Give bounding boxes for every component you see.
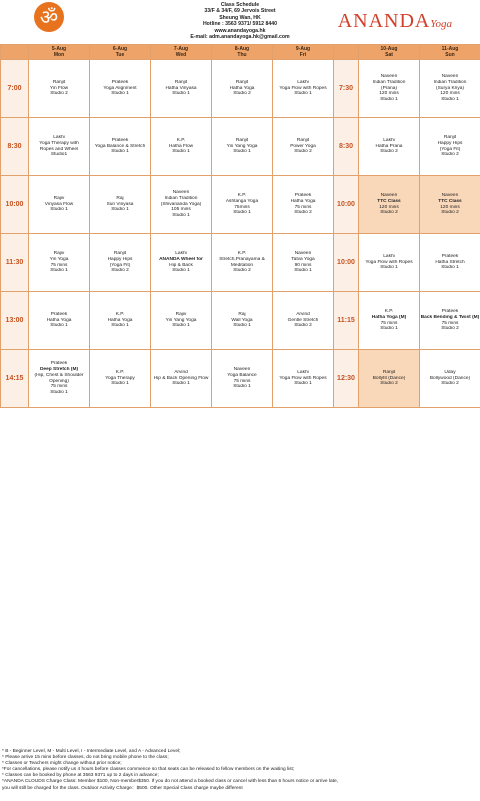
cell-text: Happy Hips [107,256,133,262]
cell-text: Hatha Yoga [229,85,255,91]
cell-text: Back Bending & Twist (M) [420,314,480,320]
cell-text: Ranjit [443,134,457,140]
cell-text: Yoga Therapy with [39,140,79,146]
cell-text: Studio 1 [172,381,190,387]
class-cell[interactable] [273,350,334,408]
class-cell[interactable] [151,60,212,118]
cell-text: (Yoga Fit) [109,262,131,268]
cell-text: Studio 1 [111,207,129,213]
cell-text: 105 mins [171,207,191,213]
time-slot-weekend: 8:30 [334,118,359,176]
cell-text: Studio 2 [233,268,251,274]
cell-text: Prateek [50,311,68,317]
cell-text: Hatha Stretch [435,259,465,265]
class-cell[interactable] [212,350,273,408]
cell-text: Studio 1 [50,323,68,329]
class-cell[interactable] [212,118,273,176]
schedule-row [1,234,480,292]
cell-text: Uday [444,369,456,375]
class-cell-weekend[interactable] [420,292,480,350]
cell-text: Studio 2 [294,210,312,216]
cell-text: 75 mins [380,320,398,326]
email-link[interactable]: E-mail: adm.anandayoga.hk@gmail.com [190,34,290,41]
cell-text: Studio 2 [50,91,68,97]
class-cell-weekend[interactable] [359,118,420,176]
cell-text: Studio 1 [50,390,68,396]
cell-text: Yoga Flow with Ropes [365,259,413,265]
cell-text: K.P. [237,250,247,256]
cell-text: Lakhi [383,253,395,259]
cell-text: 75mins [234,204,250,210]
class-cell-weekend[interactable] [420,60,480,118]
cell-text: Prateek [50,361,68,367]
class-cell[interactable] [273,60,334,118]
cell-text: Ranjit [235,79,249,85]
cell-text: 90 mins [294,262,312,268]
cell-text: Yin Yang Yoga [165,317,197,323]
cell-text: TTC Class [377,198,401,204]
cell-text: (Prana) [381,85,397,91]
class-cell[interactable] [90,234,151,292]
cell-text: Naveen [441,192,459,198]
day-header [151,45,212,60]
class-cell[interactable] [29,60,90,118]
note-cancel: *For cancellations, please notify us 4 hours before classes commence so that seats can be released to fellow members on the waiting list; [2,767,295,773]
cell-text: 75 mins [441,320,459,326]
cell-text: Gentle Stretch [287,317,319,323]
time-slot: 14:15 [1,350,29,408]
cell-text: Hatha Prana [375,143,403,149]
day-header [273,45,334,60]
time-slot: 8:30 [1,118,29,176]
cell-text: Studio 2 [441,381,459,387]
cell-text: Indian Tradition [372,79,406,85]
class-cell[interactable] [29,176,90,234]
class-cell-weekend[interactable] [420,234,480,292]
cell-text: Lakhi [297,369,309,375]
cell-text: Wall Yoga [231,317,253,323]
cell-text: Bollyfit (Dance) [372,375,406,381]
cell-text: Vinyasa Flow [44,201,74,207]
cell-text: 75 mins [50,384,68,390]
cell-text: Studio 2 [441,326,459,332]
time-slot: 13:00 [1,292,29,350]
class-cell[interactable] [29,234,90,292]
cell-text: Rajiv [175,311,187,317]
cell-text: 75 mins [233,378,251,384]
class-cell[interactable] [151,292,212,350]
cell-text: Naveen [172,190,190,195]
cell-text: K.P. [384,308,394,314]
cell-text: Prateek [111,79,129,85]
hotline: Hotline : 3563 9371/ 5912 8440 [202,21,278,28]
note-arrive: * Please arrive 15 mins before classes, do not bring mobile phone to the class; [2,755,169,761]
cell-text: Yin Flow [49,85,69,91]
cell-text: Yoga Therapy [105,375,135,381]
class-cell[interactable] [29,350,90,408]
class-cell-weekend[interactable] [359,60,420,118]
cell-text: Arvind [174,369,188,375]
cell-text: Studio 1 [172,213,190,219]
cell-text: TTC Class [438,198,462,204]
class-cell[interactable] [151,176,212,234]
notes-section [2,749,478,792]
cell-text: Hip & Back Opening Flow [153,375,209,381]
cell-text: Hatha Yoga [290,198,316,204]
cell-text: Hatha Yoga (M) [371,314,407,320]
cell-text: Yoga Balance [227,372,257,378]
cell-text: 75 mins [294,204,312,210]
cell-text: Arvind [296,311,310,317]
cell-text: Hatha Yoga [107,317,133,323]
cell-text: Studio 2 [380,149,398,155]
cell-text: K.P. [237,192,247,198]
day-name: Fri [299,52,307,58]
cell-text: Lakhi [53,134,65,140]
cell-text: Studio 2 [111,268,129,274]
address: 33/F & 34/F, 69 Jervois Street [204,8,276,15]
brand-sub: Yoga [430,18,452,30]
cell-text: Deep Stretch (M) [39,366,79,372]
cell-text: Ranjit [52,79,66,85]
cell-text: Prateek [111,137,129,143]
cell-text: Studio 1 [172,91,190,97]
cell-text: Studio 1 [294,268,312,274]
cell-text: Prateek [441,308,459,314]
cell-text: Hip & Back [169,262,193,268]
cell-text: Prateek [441,253,459,259]
cell-text: Lakhi [383,137,395,143]
cell-text: Studio 2 [441,210,459,216]
class-cell[interactable] [273,234,334,292]
brand-logo [338,10,452,33]
note-change: * Classes or Teachers might change without prior notice; [2,761,122,767]
cell-text: Hatha Yoga [46,317,72,323]
schedule-row [1,118,480,176]
cell-text: ANANDA Wheel for [159,256,203,262]
cell-text: Yoga Balance & Stretch [94,143,146,149]
note-levels: * B - Beginner Level, M - Multi Level, I - Intermediate Level, and A - Advanced Level; [2,749,181,754]
class-cell[interactable] [212,176,273,234]
day-date: 6-Aug [112,46,128,52]
schedule-row [1,292,480,350]
cell-text: Naveen [294,250,312,256]
cell-text: Hatha Vinyasa [165,85,197,91]
corner-cell [1,45,29,60]
cell-text: Indian Tradition [433,79,467,85]
class-cell-weekend[interactable] [420,118,480,176]
cell-text: Yin Yoga [49,256,69,262]
cell-text: (Hip, Chest & Shoulder [34,372,84,378]
cell-text: Studio 2 [441,152,459,158]
day-name: Wed [175,52,187,58]
cell-text: Ranjit [174,79,188,85]
class-cell[interactable] [273,118,334,176]
class-cell-weekend[interactable] [359,234,420,292]
cell-text: Studio 1 [172,149,190,155]
class-cell[interactable] [90,350,151,408]
class-cell[interactable] [273,292,334,350]
cell-text: Studio 2 [233,91,251,97]
cell-text: Indian Tradition [164,195,198,201]
cell-text: Meditation [230,262,254,268]
cell-text: Rajiv [53,195,65,201]
time-slot: 10:00 [1,176,29,234]
day-header-row [1,45,480,60]
cell-text: Naveen [380,192,398,198]
time-slot-weekend: 12:30 [334,350,359,408]
cell-text: Studio 1 [380,326,398,332]
cell-text: Yoga Flow with Ropes [279,85,327,91]
cell-text: Studio 2 [380,210,398,216]
cell-text: Studio 1 [294,381,312,387]
cell-text: Tatva Yoga [291,256,315,262]
cell-text: Studio 1 [441,265,459,271]
day-header [359,45,420,60]
cell-text: Studio 1 [380,97,398,103]
cell-text: Studio 1 [380,265,398,271]
cell-text: Studio 1 [233,210,251,216]
class-cell-weekend[interactable] [359,292,420,350]
cell-text: Power Yoga [290,143,316,149]
cell-text: Hatha Flow [168,143,194,149]
day-date: 9-Aug [295,46,311,52]
cell-text: Studio 1 [233,384,251,390]
day-date: 11-Aug [441,46,459,52]
time-slot-weekend: 10:00 [334,234,359,292]
time-slot-weekend: 11:15 [334,292,359,350]
cell-text: Yoga Alignment [103,85,137,91]
cell-text: Stretch,Pranayama & [219,256,265,262]
cell-text: 120 mins [440,204,460,210]
cell-text: (Surya Kriya) [436,85,464,91]
day-date: 10-Aug [380,46,398,52]
corner-cell-right [334,45,359,60]
cell-text: Studio 1 [233,323,251,329]
schedule-header [0,0,480,44]
cell-text: Yoga Flow with Ropes [279,375,327,381]
cell-text: Ranjit [235,137,249,143]
cell-text: Studio 1 [172,268,190,274]
day-date: 5-Aug [51,46,67,52]
schedule-row [1,176,480,234]
cell-text: Naveen [441,74,459,79]
day-date: 8-Aug [234,46,250,52]
cell-text: (Yoga Fit) [439,146,461,152]
day-header [90,45,151,60]
class-cell[interactable] [90,176,151,234]
cell-text: Naveen [380,74,398,79]
cell-text: Sun Vinyasa [106,201,134,207]
brand-main: ANANDA [337,10,431,32]
class-cell-weekend[interactable] [359,176,420,234]
cell-text: Prateek [294,192,312,198]
cell-text: Ranjit [113,250,127,256]
cell-text: Studio 1 [50,207,68,213]
cell-text: Ranjit [382,369,396,375]
note-charge-2: you will still be charged for the class. Outdoor Activity Charge：$500. Other Special Class charge maybe different [2,785,243,791]
class-cell[interactable] [90,292,151,350]
class-cell[interactable] [29,292,90,350]
time-slot-weekend: 7:30 [334,60,359,118]
cell-text: Studio 1 [50,268,68,274]
note-charge: *ANANDA CLOUDS Charge Class: Member $100, Non-member$350. If you do not attend a booked class or cancel with less than 6 hours notice or arrive late, [2,779,338,785]
cell-text: Naveen [233,366,251,372]
cell-text: Happy Hips [437,140,463,146]
schedule-title: Class Schedule [220,2,260,8]
cell-text: Raj [238,311,246,317]
cell-text: Studio 2 [380,381,398,387]
cell-text: Bollywood (Dance) [429,375,471,381]
cell-text: Studio 1 [233,149,251,155]
class-cell[interactable] [90,60,151,118]
class-cell[interactable] [151,118,212,176]
day-header [420,45,480,60]
class-cell[interactable] [90,118,151,176]
cell-text: Studio1 [50,152,68,158]
om-logo-icon: ॐ [34,2,64,32]
class-cell-weekend[interactable] [420,176,480,234]
time-slot-weekend: 10:00 [334,176,359,234]
cell-text: Ashtanga Yoga [225,198,259,204]
cell-text: Lakhi [175,250,187,256]
day-name: Sun [445,52,455,58]
cell-text: K.P. [115,369,125,375]
cell-text: 75 mins [50,262,68,268]
day-name: Mon [53,52,65,58]
cell-text: Lakhi [297,79,309,85]
cell-text: Opening) [49,378,69,384]
class-cell[interactable] [151,234,212,292]
website-link[interactable]: www.anandayoga.hk [214,27,266,34]
cell-text: Yin Yang Yoga [226,143,258,149]
class-cell[interactable] [29,118,90,176]
note-booking: * Classes can be booked by phone at 3563 9371 up to 2 days in advance; [2,773,159,779]
cell-text: Ranjit [296,137,310,143]
schedule-row [1,350,480,408]
schedule-table [0,44,480,408]
cell-text: Studio 1 [441,97,459,103]
day-name: Thu [237,52,247,58]
day-name: Sat [385,52,393,58]
cell-text: Studio 1 [294,91,312,97]
class-cell[interactable] [212,292,273,350]
class-cell[interactable] [212,60,273,118]
class-cell-weekend[interactable] [420,350,480,408]
day-header [212,45,273,60]
cell-text: K.P. [176,137,186,143]
day-date: 7-Aug [173,46,189,52]
cell-text: 120 mins [440,91,460,97]
class-cell-weekend[interactable] [359,350,420,408]
cell-text: Studio 2 [294,323,312,329]
schedule-row [1,60,480,118]
cell-text: Studio 1 [111,149,129,155]
cell-text: 120 mins [379,91,399,97]
day-name: Tue [115,52,125,58]
time-slot: 11:30 [1,234,29,292]
cell-text: Rajiv [53,250,65,256]
cell-text: Studio 1 [111,323,129,329]
day-header [29,45,90,60]
cell-text: Ropes and Wheel [39,146,79,152]
cell-text: Studio 1 [172,323,190,329]
cell-text: 120 mins [379,204,399,210]
district: Sheung Wan, HK [219,14,261,21]
class-cell[interactable] [273,176,334,234]
class-cell[interactable] [212,234,273,292]
cell-text: Studio 2 [294,149,312,155]
cell-text: K.P. [115,311,125,317]
time-slot: 7:00 [1,60,29,118]
cell-text: (Shivananda Yoga) [160,201,202,207]
cell-text: Raj [116,195,124,201]
class-cell[interactable] [151,350,212,408]
cell-text: Studio 1 [111,91,129,97]
cell-text: Studio 1 [111,381,129,387]
